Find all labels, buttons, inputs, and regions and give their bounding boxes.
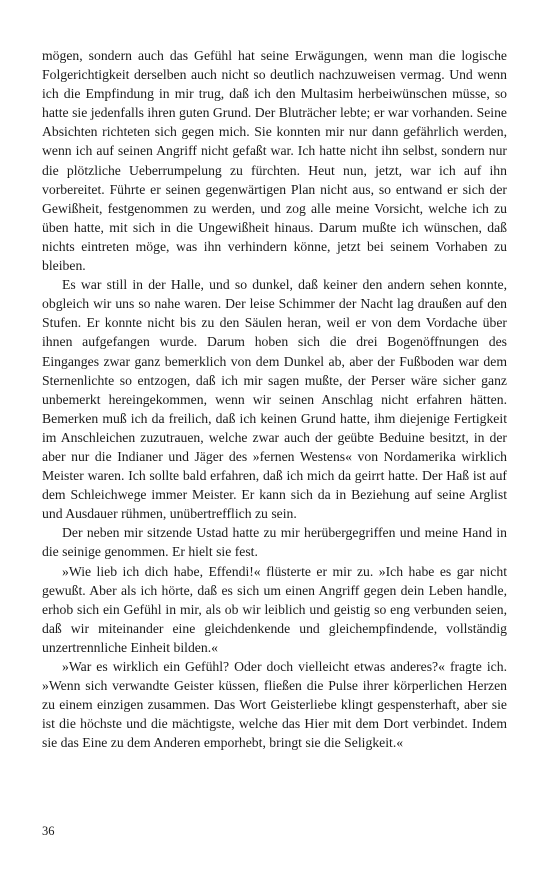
page-body	[42, 46, 507, 752]
paragraph-3: Der neben mir sitzende Ustad hatte zu mir herübergegriffen und meine Hand in die seinige genommen. Er hielt sie fest.	[42, 525, 507, 560]
paragraph-2: Es war still in der Halle, und so dunkel, daß keiner den andern sehen konnte, obgleich wir uns so nahe waren. Der leise Schimmer der Nacht lag draußen auf den Stufen. Er konnte nicht bis zu den Säulen heran, weil er von dem Vordache über ihnen aufgefangen wurde. Darum hoben sich die drei Bogenöffnungen des Einganges zwar ganz bemerklich von dem Dunkel ab, aber der Fußboden war dem Sternenlichte so entzogen, daß ich mir sagen mußte, der Perser wäre sicher ganz unbemerkt hereingekommen, wenn wir seinen Anschlag nicht erfahren hätten. Bemerken muß ich da freilich, daß ich keinen Grund hatte, ihm diejenige Fertigkeit im Anschleichen zuzutrauen, welche zwar auch der geübte Beduine besitzt, in der aber nur die Indianer und Jäger des »fernen Westens« von Nordamerika wirklich Meister waren. Ich sollte bald erfahren, daß ich mich da geirrt hatte. Der Haß ist auf dem Schleichwege immer Meister. Er kann sich da in Beziehung auf seine Arglist und Ausdauer rühmen, unübertrefflich zu sein.	[42, 277, 507, 522]
page-number: 36	[42, 824, 55, 838]
paragraph-1: mögen, sondern auch das Gefühl hat seine Erwägungen, wenn man die logische Folgerichtigkeit derselben auch nicht so deutlich nachzuweisen vermag. Und wenn ich die Empfindung in mir trug, daß ich den Multasim herbeiwünschen müsse, so hatte sie jedenfalls ihren guten Grund. Der Bluträcher lebte; er war vorhanden. Seine Absichten richteten sich gegen mich. Sie konnten mir nur dann gefährlich werden, wenn ich auf seinen Angriff nicht gefaßt war. Ich hatte nicht ihn selbst, sondern nur die plötzliche Ueberrumpelung zu fürchten. Heut nun, jetzt, war ich auf ihn vorbereitet. Führte er seinen gegenwärtigen Plan nicht aus, so entwand er sich der Gewißheit, festgenommen zu werden, und zog alle meine Vorsicht, welche ich zu üben hatte, mit sich in die Ungewißheit hinaus. Darum mußte ich wünschen, daß nichts eintreten möge, was ihn verhindern könne, jetzt bei seinem Vorhaben zu bleiben.	[42, 48, 507, 274]
paragraph-4: »Wie lieb ich dich habe, Effendi!« flüsterte er mir zu. »Ich habe es gar nicht gewußt. Aber als ich hörte, daß es sich um einen Angriff gegen dein Leben handle, erhob sich ein Gefühl in mir, als ob wir leiblich und geistig so eng verbunden seien, daß wir miteinander eine gleichdenkende und gleichempfindende, vollständig unzertrennliche Einheit bilden.«	[42, 563, 507, 655]
paragraph-5: »War es wirklich ein Gefühl? Oder doch vielleicht etwas anderes?« fragte ich. »Wenn sich verwandte Geister küssen, fließen die Pulse ihrer körperlichen Herzen zu einem einzigen zusammen. Das Wort Geisterliebe klingt gespensterhaft, aber sie ist die höchste und die mächtigste, welche das Hier mit dem Dort verbindet. Indem sie das Eine zu dem Anderen emporhebt, bringt sie die Seligkeit.«	[42, 659, 507, 751]
